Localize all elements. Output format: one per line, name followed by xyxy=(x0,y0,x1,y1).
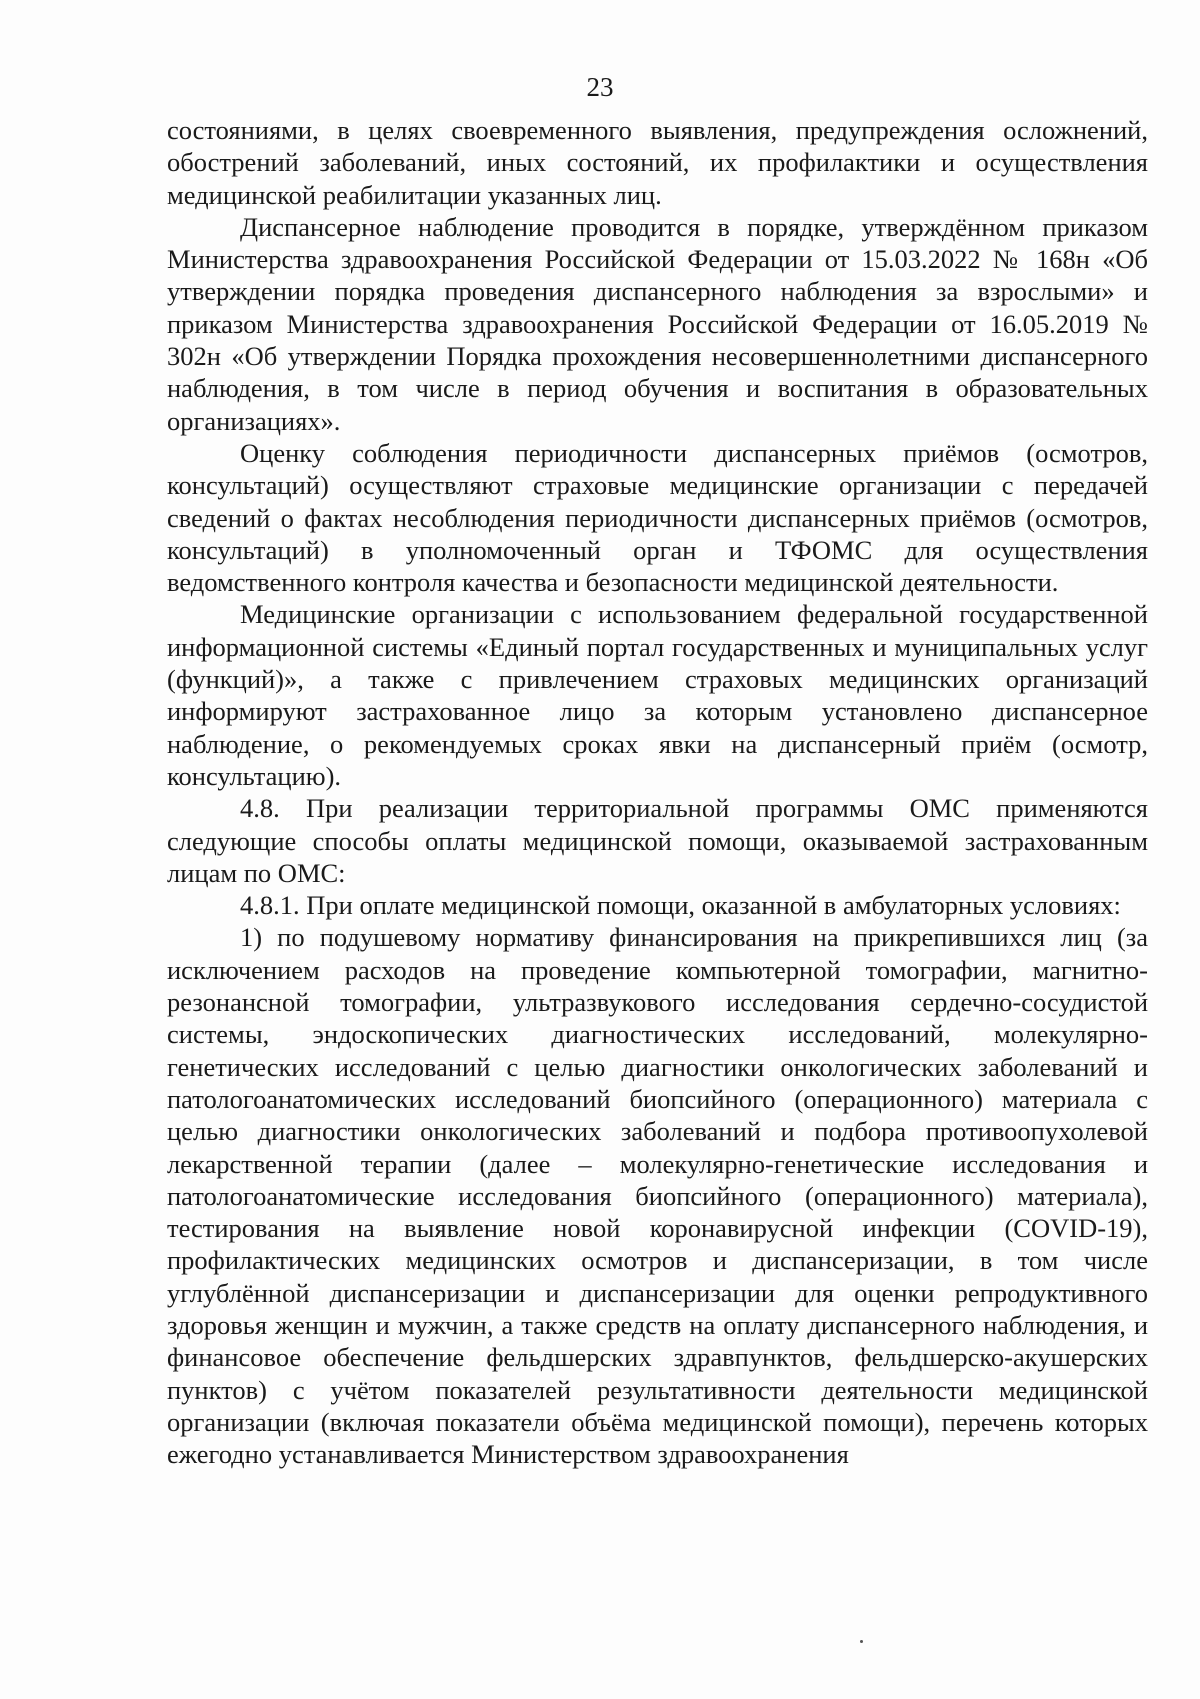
paragraph-item-1-per-capita: 1) по подушевому нормативу финансирования на прикрепившихся лиц (за исключением расходов на проведение компьютерной томографии, магнитно-резонансной томографии, ультразвукового исследования сердечно-сосудистой системы, эндоскопических диагностических исследований, молекулярно-генетических исследований с целью диагностики онкологических заболеваний и патологоанатомических исследований биопсийного (операционного) материала с целью диагностики онкологических заболеваний и подбора противоопухолевой лекарственной терапии (далее – молекулярно-генетические исследования и патологоанатомические исследования биопсийного (операционного) материала), тестирования на выявление новой коронавирусной инфекции (COVID-19), профилактических медицинских осмотров и диспансеризации, в том числе углублённой диспансеризации и диспансеризации для оценки репродуктивного здоровья женщин и мужчин, а также средств на оплату диспансерного наблюдения, и финансовое обеспечение фельдшерских здравпунктов, фельдшерско-акушерских пунктов) с учётом показателей результативности деятельности медицинской организации (включая показатели объёма медицинской помощи), перечень которых ежегодно устанавливается Министерством здравоохранения xyxy=(167,922,1148,1470)
document-body xyxy=(167,114,1148,1470)
scan-speck xyxy=(860,1640,863,1643)
paragraph-informing-insured: Медицинские организации с использованием федеральной государственной информационной системы «Единый портал государственных и муниципальных услуг (функций)», а также с привлечением страховых медицинских организаций информируют застрахованное лицо за которым установлено диспансерное наблюдение, о рекомендуемых сроках явки на диспансерный приём (осмотр, консультацию). xyxy=(167,599,1148,791)
paragraph-section-4-8-1: 4.8.1. При оплате медицинской помощи, оказанной в амбулаторных условиях: xyxy=(240,890,1121,921)
paragraph-dispensary-observation-order: Диспансерное наблюдение проводится в порядке, утверждённом приказом Министерства здравоохранения Российской Федерации от 15.03.2022 № 168н «Об утверждении порядка проведения диспансерного наблюдения за взрослыми» и приказом Министерства здравоохранения Российской Федерации от 16.05.2019 № 302н «Об утверждении Порядка прохождения несовершеннолетними диспансерного наблюдения, в том числе в период обучения и воспитания в образовательных организациях». xyxy=(167,211,1148,436)
page-number: 23 xyxy=(586,72,614,102)
paragraph-periodicity-assessment: Оценку соблюдения периодичности диспансерных приёмов (осмотров, консультаций) осуществляют страховые медицинские организации с передачей сведений о фактах несоблюдения периодичности диспансерных приёмов (осмотров, консультаций) в уполномоченный орган и ТФОМС для осуществления ведомственного контроля качества и безопасности медицинской деятельности. xyxy=(167,437,1148,598)
paragraph-continuation: состояниями, в целях своевременного выявления, предупреждения осложнений, обострений заболеваний, иных состояний, их профилактики и осуществления медицинской реабилитации указанных лиц. xyxy=(167,115,1148,210)
paragraph-section-4-8: 4.8. При реализации территориальной программы ОМС применяются следующие способы оплаты медицинской помощи, оказываемой застрахованным лицам по ОМС: xyxy=(167,793,1148,888)
